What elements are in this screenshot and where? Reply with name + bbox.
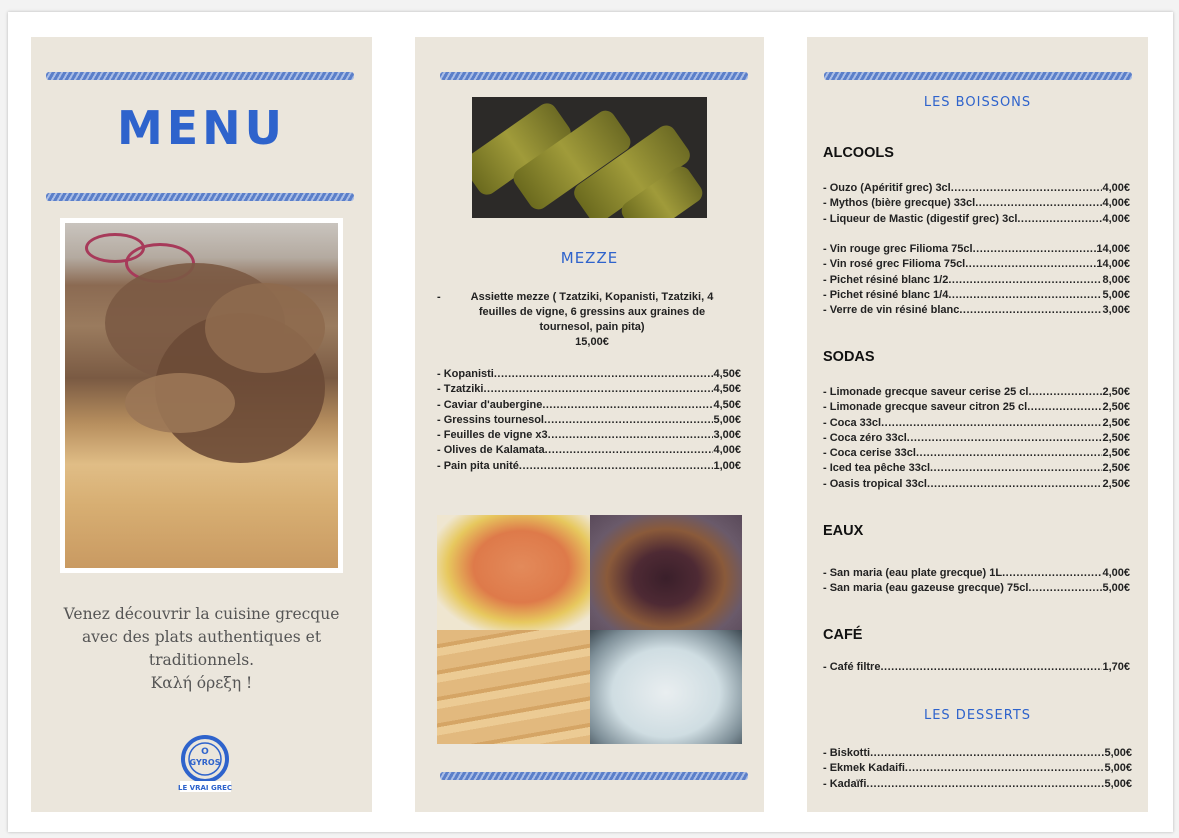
item-name: - Ouzo (Apéritif grec) 3cl — [823, 182, 951, 194]
olives-photo — [590, 515, 743, 630]
item-price: 5,00€ — [713, 413, 741, 426]
list-item — [823, 273, 1130, 288]
item-price: 5,00€ — [1104, 762, 1132, 775]
right-panel — [807, 37, 1148, 812]
list-item — [823, 400, 1130, 415]
mezze-photo-grid — [437, 515, 742, 744]
sodas-list — [823, 385, 1130, 492]
list-item — [437, 367, 741, 382]
rope-divider — [46, 72, 354, 80]
desserts-title: LES DESSERTS — [923, 708, 1032, 723]
item-price: 1,00€ — [713, 459, 741, 472]
list-item — [823, 385, 1130, 400]
list-item — [437, 382, 741, 397]
item-name: - Limonade grecque saveur cerise 25 cl — [823, 386, 1029, 398]
sodas-heading: SODAS — [823, 349, 875, 365]
item-name: - San maria (eau gazeuse grecque) 75cl — [823, 582, 1029, 595]
item-name: - Kadaïfi — [823, 777, 867, 790]
list-item — [823, 257, 1130, 272]
list-item — [823, 746, 1132, 761]
item-price: 1,70€ — [1102, 661, 1130, 673]
logo-top-text: O — [201, 747, 209, 757]
alcools-list-1 — [823, 181, 1130, 227]
item-name: - Feuilles de vigne x3 — [437, 429, 548, 442]
assiette-dash: - — [437, 291, 441, 303]
list-item — [823, 431, 1130, 446]
list-item — [823, 242, 1130, 257]
gyros-logo — [178, 734, 233, 794]
list-item — [823, 461, 1130, 476]
list-item — [437, 398, 741, 413]
list-item — [823, 566, 1130, 581]
assiette-mezze — [437, 290, 747, 350]
item-name: - Coca 33cl — [823, 416, 882, 429]
item-price: 2,50€ — [1102, 431, 1130, 444]
list-item — [823, 212, 1130, 227]
item-price: 4,00€ — [1102, 182, 1130, 194]
dolma-photo — [472, 97, 707, 218]
list-item — [823, 777, 1132, 792]
item-price: 4,50€ — [713, 398, 741, 411]
item-price: 4,00€ — [1102, 567, 1130, 579]
logo-brand-text: GYROS — [189, 758, 221, 767]
item-price: 3,00€ — [713, 429, 741, 442]
item-price: 5,00€ — [1102, 582, 1130, 595]
logo-sub-text: LE VRAI GREC — [178, 784, 233, 792]
eaux-list — [823, 566, 1130, 597]
item-price: 2,50€ — [1102, 416, 1130, 429]
item-price: 4,50€ — [713, 368, 741, 380]
assiette-price: 15,00€ — [575, 336, 609, 348]
list-item — [823, 660, 1130, 675]
assiette-line: tournesol, pain pita) — [539, 321, 645, 333]
rope-divider — [440, 72, 748, 80]
list-item — [823, 303, 1130, 318]
drinks-title: LES BOISSONS — [923, 95, 1032, 110]
item-price: 4,50€ — [713, 383, 741, 396]
cafe-heading: CAFÉ — [823, 627, 863, 643]
tzatziki-photo — [590, 630, 743, 745]
pita-photo — [437, 630, 590, 745]
list-item — [823, 416, 1130, 431]
gyros-photo — [60, 218, 343, 573]
tagline-line: Venez découvrir la cuisine grecque — [63, 605, 340, 623]
item-name: - Limonade grecque saveur citron 25 cl — [823, 401, 1028, 414]
left-panel — [31, 37, 372, 812]
list-item — [823, 196, 1130, 211]
item-price: 4,00€ — [1102, 197, 1130, 210]
list-item — [823, 581, 1130, 596]
item-name: - Pichet résiné blanc 1/2 — [823, 273, 949, 286]
mezze-list — [437, 367, 741, 474]
rope-divider — [440, 772, 748, 780]
item-name: - Olives de Kalamata — [437, 444, 545, 457]
item-name: - Oasis tropical 33cl — [823, 477, 927, 490]
list-item — [823, 288, 1130, 303]
item-price: 2,50€ — [1102, 462, 1130, 475]
assiette-line: Assiette mezze ( Tzatziki, Kopanisti, Tzatziki, 4 — [470, 291, 714, 303]
alcools-list-2 — [823, 242, 1130, 318]
item-name: - Mythos (bière grecque) 33cl — [823, 197, 976, 210]
item-price: 8,00€ — [1102, 273, 1130, 286]
item-name: - Coca zéro 33cl — [823, 431, 907, 444]
item-price: 2,50€ — [1102, 386, 1130, 398]
item-name: - Café filtre — [823, 661, 881, 673]
item-name: - Iced tea pêche 33cl — [823, 462, 930, 475]
list-item — [437, 443, 741, 458]
item-price: 3,00€ — [1102, 304, 1130, 317]
item-name: - Biskotti — [823, 747, 871, 759]
item-price: 2,50€ — [1102, 401, 1130, 414]
item-name: - Vin rouge grec Filioma 75cl — [823, 243, 973, 255]
item-price: 14,00€ — [1096, 258, 1130, 271]
rope-divider — [46, 193, 354, 201]
list-item — [823, 181, 1130, 196]
item-name: - Pichet résiné blanc 1/4 — [823, 288, 949, 301]
item-name: - Gressins tournesol — [437, 413, 544, 426]
cafe-list — [823, 660, 1130, 675]
item-price: 4,00€ — [713, 444, 741, 457]
item-name: - Caviar d'aubergine — [437, 398, 543, 411]
eaux-heading: EAUX — [823, 523, 864, 539]
list-item — [823, 761, 1132, 776]
item-name: - San maria (eau plate grecque) 1L — [823, 567, 1003, 579]
mezze-title: MEZZE — [560, 249, 619, 267]
item-name: - Pain pita unité — [437, 459, 519, 472]
item-price: 5,00€ — [1104, 777, 1132, 790]
item-name: - Liqueur de Mastic (digestif grec) 3cl — [823, 212, 1018, 225]
item-name: - Ekmek Kadaifi — [823, 762, 905, 775]
item-name: - Coca cerise 33cl — [823, 447, 916, 460]
item-name: - Verre de vin résiné blanc — [823, 304, 960, 317]
menu-title: MENU — [116, 101, 287, 155]
item-price: 5,00€ — [1102, 288, 1130, 301]
item-price: 2,50€ — [1102, 447, 1130, 460]
tagline-line: Καλή όρεξη ! — [150, 674, 253, 692]
kopanisti-photo — [437, 515, 590, 630]
item-price: 2,50€ — [1102, 477, 1130, 490]
list-item — [823, 446, 1130, 461]
tagline-line: traditionnels. — [148, 651, 255, 669]
item-price: 5,00€ — [1104, 747, 1132, 759]
item-price: 14,00€ — [1096, 243, 1130, 255]
item-price: 4,00€ — [1102, 212, 1130, 225]
item-name: - Kopanisti — [437, 368, 494, 380]
list-item — [437, 413, 741, 428]
tagline-line: avec des plats authentiques et — [81, 628, 322, 646]
list-item — [437, 459, 741, 474]
tagline — [31, 603, 372, 695]
list-item — [823, 477, 1130, 492]
rope-divider — [824, 72, 1132, 80]
alcools-heading: ALCOOLS — [823, 145, 894, 161]
assiette-line: feuilles de vigne, 6 gressins aux graines de — [478, 306, 706, 318]
item-name: - Tzatziki — [437, 383, 484, 396]
desserts-list — [823, 746, 1132, 792]
middle-panel — [415, 37, 764, 812]
item-name: - Vin rosé grec Filioma 75cl — [823, 258, 966, 271]
list-item — [437, 428, 741, 443]
